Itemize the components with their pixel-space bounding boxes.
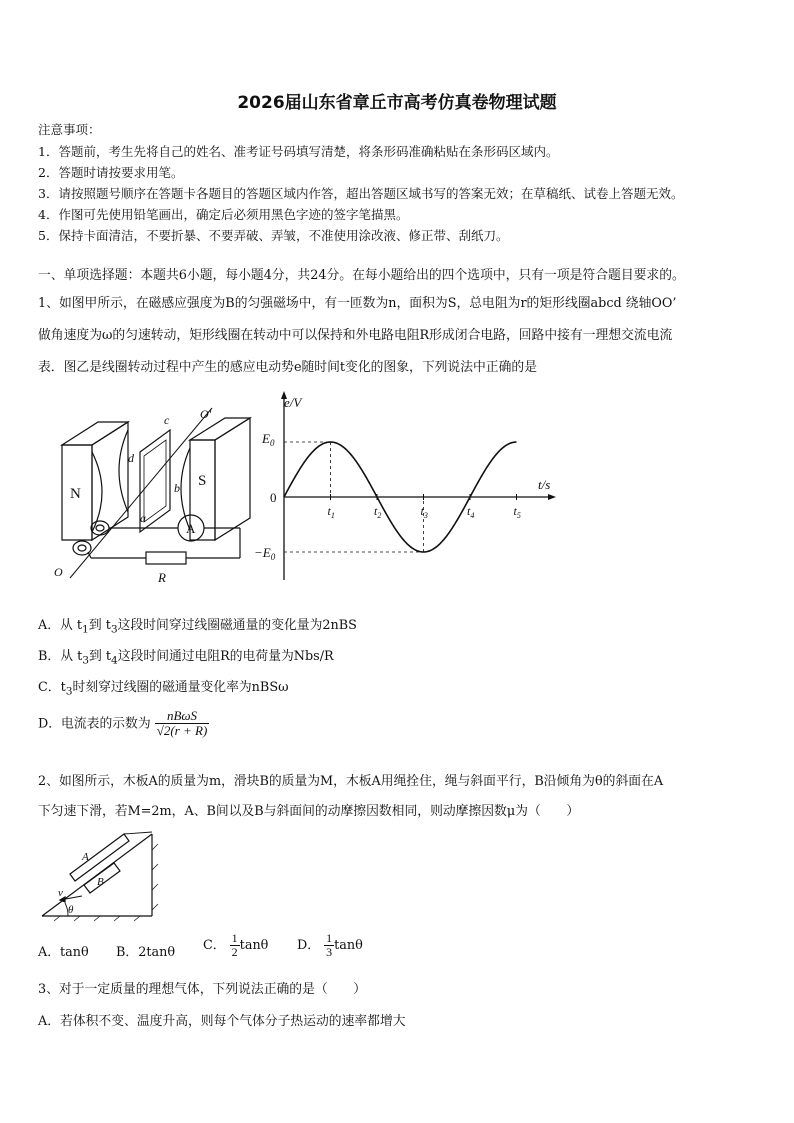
x-tick-labels	[328, 494, 521, 520]
fraction: $\frac{1}{2}$	[231, 931, 238, 960]
q1-stem-line: 1、如图甲所示，在磁感应强度为B的匀强磁场中，有一匝数为n，面积为S，总电阻为r的矩形线圈abcd 绕轴OO’	[38, 296, 677, 311]
q3-option-a[interactable]: A．若体积不变、温度升高，则每个气体分子热运动的速率都增大	[38, 1014, 406, 1029]
notice-item: 4．作图可先使用铅笔画出，确定后必须用黑色字迹的签字笔描黑。	[38, 207, 409, 222]
notice-heading: 注意事项：	[38, 122, 101, 137]
x-tick-label: $t_5$	[513, 504, 521, 520]
q1-option-c[interactable]: C．$t_3$时刻穿过线圈的磁通量变化率为nBSω	[38, 680, 289, 698]
y-axis-label: e/V	[284, 395, 302, 410]
formula-fraction: $\frac{\text{nBωS}}{√2(r + R)}$	[156, 708, 208, 739]
q3-stem: 3、对于一定质量的理想气体，下列说法正确的是（ ）	[38, 982, 367, 997]
s-label: S	[198, 473, 207, 489]
section-heading: 一、单项选择题：本题共6小题，每小题4分，共24分。在每小题给出的四个选项中，只有一项是符合题目要求的。	[38, 268, 685, 283]
incline-diagram	[40, 830, 165, 922]
label-a: A	[82, 851, 89, 863]
x-tick-label: $t_1$	[327, 504, 335, 520]
fraction: $\frac{1}{3}$	[326, 931, 333, 960]
label-b: B	[97, 876, 104, 888]
c-label: c	[164, 413, 170, 427]
o-label: O	[54, 565, 63, 579]
q1-option-d[interactable]: D．电流表的示数为 $\frac{\text{nBωS}}{√2(r + R)}$	[38, 708, 208, 739]
label-v: v	[58, 887, 63, 899]
q1-option-a[interactable]: A．从 $t_1$到 $t_3$这段时间穿过线圈磁通量的变化量为2nBS	[38, 618, 357, 636]
notice-item: 5．保持卡面清洁，不要折暴、不要弄破、弄皱，不准使用涂改液、修正带、刮纸刀。	[38, 228, 509, 243]
resistor	[146, 552, 186, 564]
q2-stem-line: 下匀速下滑，若M=2m，A、B间以及B与斜面间的动摩擦因数相同，则动摩擦因数μ为（ ）	[38, 804, 580, 819]
b-label: b	[174, 481, 180, 495]
ammeter-label: A	[186, 521, 196, 536]
d-label: d	[128, 451, 134, 465]
o-prime-label: O'	[200, 407, 212, 421]
q2-stem-line: 2、如图所示，木板A的质量为m，滑块B的质量为M，木板A用绳拴住，绳与斜面平行，B沿倾角为θ的斜面在A	[38, 774, 664, 789]
x-tick-label: $t_4$	[467, 504, 475, 520]
x-axis-label: t/s	[538, 477, 551, 492]
q1-option-b[interactable]: B．从 $t_3$到 $t_4$这段时间通过电阻R的电荷量为Nbs/R	[38, 649, 334, 667]
n-label: N	[70, 486, 81, 502]
label-theta: θ	[68, 904, 74, 916]
notice-item: 3．请按照题号顺序在答题卡各题目的答题区域内作答，超出答题区域书写的答案无效；在草稿纸、试卷上答题无效。	[38, 186, 684, 201]
q1-stem-line: 表．图乙是线圈转动过程中产生的感应电动势e随时间t变化的图象，下列说法中正确的是	[38, 360, 537, 375]
emf-time-chart	[250, 385, 570, 590]
x-tick-label: $t_2$	[374, 504, 382, 520]
q2-option-b[interactable]: B．2tanθ	[116, 945, 176, 960]
r-label: R	[158, 570, 166, 585]
origin-label: 0	[270, 490, 277, 505]
rotation-axis	[70, 408, 212, 578]
x-axis-arrow-icon	[548, 494, 556, 500]
notice-item: 2．答题时请按要求用笔。	[38, 165, 184, 180]
page-title: 2026届山东省章丘市高考仿真卷物理试题	[237, 93, 557, 113]
notice-item: 1．答题前，考生先将自己的姓名、准考证号码填写清楚，将条形码准确粘贴在条形码区域内。	[38, 144, 559, 159]
neg-e0-label: $-E_0$	[254, 545, 276, 562]
e0-label: $E_0$	[262, 431, 275, 448]
q2-option-d[interactable]: D． $\frac{1}{3}$ tanθ	[297, 931, 363, 960]
q2-option-c[interactable]: C． $\frac{1}{2}$ tanθ	[203, 931, 269, 960]
x-tick-label: $t_3$	[420, 504, 428, 520]
external-circuit	[88, 528, 240, 558]
q1-stem-line: 做角速度为ω的匀速转动，矩形线圈在转动中可以保持和外电路电阻R形成闭合电路，回路中接有一理想交流电流	[38, 328, 673, 343]
generator-diagram	[40, 400, 260, 590]
rope	[124, 832, 152, 834]
a-label: a	[140, 511, 146, 525]
q2-option-a[interactable]: A．tanθ	[38, 945, 89, 960]
